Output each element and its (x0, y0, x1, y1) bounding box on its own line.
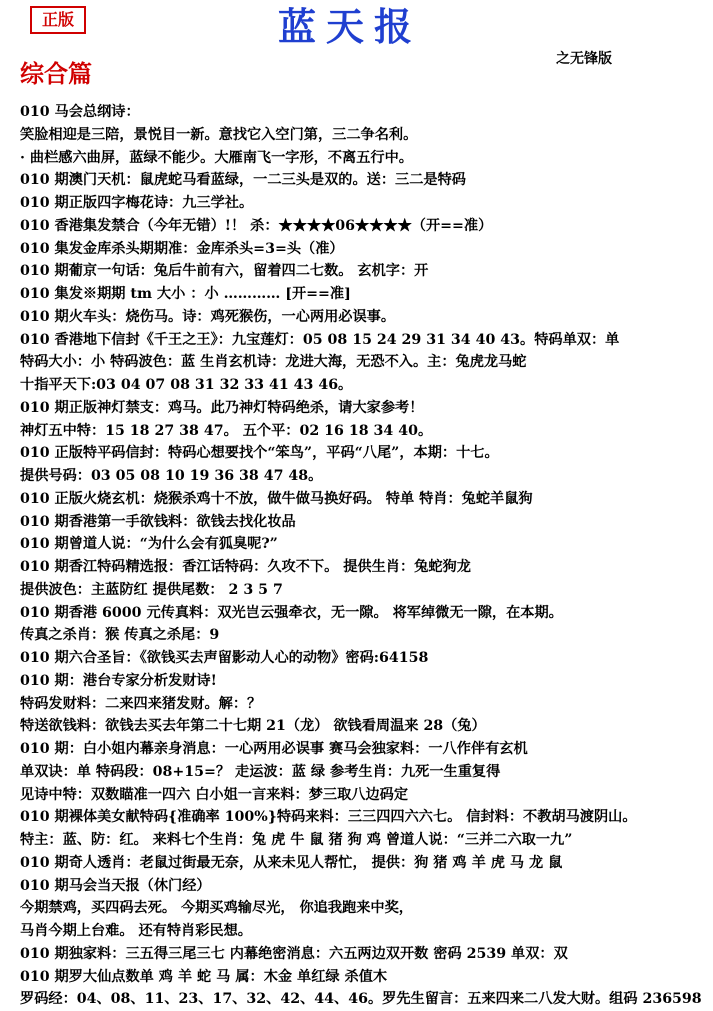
text-line: 见诗中特：双数瞄准一四六 白小姐一言来料：梦三取八边码定 (20, 786, 409, 803)
newspaper-title: 蓝天报 (277, 5, 422, 49)
text-line: 010 期香港第一手欲钱料：欲钱去找化妆品 (20, 513, 296, 530)
text-line: 010 期香港 6000 元传真料：双光岂云强牵衣，无一隙。 将军绰微无一隙，在本期。 (20, 604, 563, 621)
text-line: 特送欲钱料：欲钱去买去年第二十七期 21（龙） 欲钱看周温来 28（兔） (20, 718, 486, 735)
text-line: 特码大小：小 特码波色：蓝 生肖玄机诗：龙进大海，无恐不入。主：兔虎龙马蛇 (20, 354, 527, 371)
text-line: 010 香港地下信封《千王之王》：九宝莲灯：05 08 15 24 29 31 34 40 43。特码单双：单 (20, 331, 620, 348)
text-line: 010 期曾道人说：“为什么会有狐臭呢?” (20, 536, 278, 553)
text-line: 今期禁鸡，买四码去死。 今期买鸡输尽光， 你追我跑来中奖， (20, 900, 413, 917)
text-line: 010 期葡京一句话：兔后牛前有六，留着四二七数。 玄机字：开 (20, 263, 429, 280)
text-line: 010 集发※期期 tm 大小 ：小 ………… [开==准] (20, 286, 351, 302)
text-line: 十指平天下:03 04 07 08 31 32 33 41 43 46。 (20, 377, 353, 393)
text-line: 010 香港集发禁合（今年无错）!！ 杀：★★★★06★★★★（开==准） (20, 217, 493, 234)
text-line: 010 正版火烧玄机：烧猴杀鸡十不放，做牛做马换好码。 特单 特肖：兔蛇羊鼠狗 (20, 490, 533, 507)
text-line: 010 期火车头：烧伤马。诗：鸡死猴伤，一心两用必误事。 (20, 308, 396, 325)
text-line: 010 期奇人透肖：老鼠过街最无奈，从来未见人帮忙， 提供：狗 猪 鸡 羊 虎 马 龙 鼠 (20, 854, 563, 871)
text-line: 010 期罗大仙点数单 鸡 羊 蛇 马 属：木金 单红绿 杀值木 (20, 968, 388, 985)
text-line: 010 期香江特码精选报：香江话特码：久攻不下。 提供生肖：兔蛇狗龙 (20, 559, 471, 575)
text-line: 010 期澳门天机：鼠虎蛇马看蓝绿，一二三头是双的。送：三二是特码 (20, 172, 466, 189)
text-line: 010 期马会当天报（休门经） (20, 877, 211, 894)
article-body (20, 101, 710, 1011)
text-line: 010 集发金库杀头期期准：金库杀头=3=头（准） (20, 240, 344, 257)
text-line: · 曲栏感六曲屏，蓝绿不能少。大雁南飞一字形，不离五行中。 (20, 149, 413, 166)
edition-label: 之无锋版 (556, 51, 612, 67)
text-line: 010 期裸体美女献特码{准确率 100%}特码来料：三三四四六六七。 信封料：不教胡马渡阴山。 (20, 809, 637, 826)
text-line: 010 期：港台专家分析发财诗! (20, 672, 217, 689)
text-line: 罗码经：04、08、11、23、17、32、42、44、46。罗先生留言：五来四来二八发大财。组码 236598 (20, 991, 702, 1008)
text-line: 010 期正版神灯禁支：鸡马。此乃神灯特码绝杀，请大家参考！ (20, 399, 424, 416)
text-line: 神灯五中特：15 18 27 38 47。 五个平：02 16 18 34 40。 (20, 422, 433, 439)
text-line: 马肖今期上台难。 还有特肖彩民想。 (20, 923, 252, 939)
text-line: 特码发财料：二来四来猪发财。解：？ (20, 695, 262, 712)
text-line: 传真之杀肖：猴 传真之杀尾：9 (20, 627, 220, 644)
text-line: 笑脸相迎是三陪，景悦目一新。意找它入空门第，三二争名利。 (20, 126, 418, 143)
section-heading: 综合篇 (20, 60, 92, 88)
text-line: 010 期六合圣旨：《欲钱买去声留影动人心的动物》密码:64158 (20, 650, 429, 666)
text-line: 010 期正版四字梅花诗：九三学社。 (20, 195, 254, 211)
text-line: 010 马会总纲诗： (20, 104, 140, 120)
text-line: 特主：蓝、防：红。 来料七个生肖：兔 虎 牛 鼠 猪 狗 鸡 曾道人说：“三并二六取一九” (20, 832, 573, 848)
text-line: 单双诀：单 特码段：08+15=？ 走运波：蓝 绿 参考生肖：九死一生重复得 (20, 763, 501, 780)
text-line: 010 期独家料：三五得三尾三七 内幕绝密消息：六五两边双开数 密码 2539 单双：双 (20, 945, 568, 962)
text-line: 提供波色：主蓝防红 提供尾数： 2 3 5 7 (20, 581, 283, 598)
genuine-badge: 正版 (30, 6, 86, 34)
text-line: 010 正版特平码信封：特码心想要找个“笨鸟”，平码“八尾”，本期：十七。 (20, 445, 499, 462)
text-line: 010 期：白小姐内幕亲身消息：一心两用必误事 赛马会独家料：一八作伴有玄机 (20, 741, 528, 757)
text-line: 提供号码：03 05 08 10 19 36 38 47 48。 (20, 468, 323, 484)
